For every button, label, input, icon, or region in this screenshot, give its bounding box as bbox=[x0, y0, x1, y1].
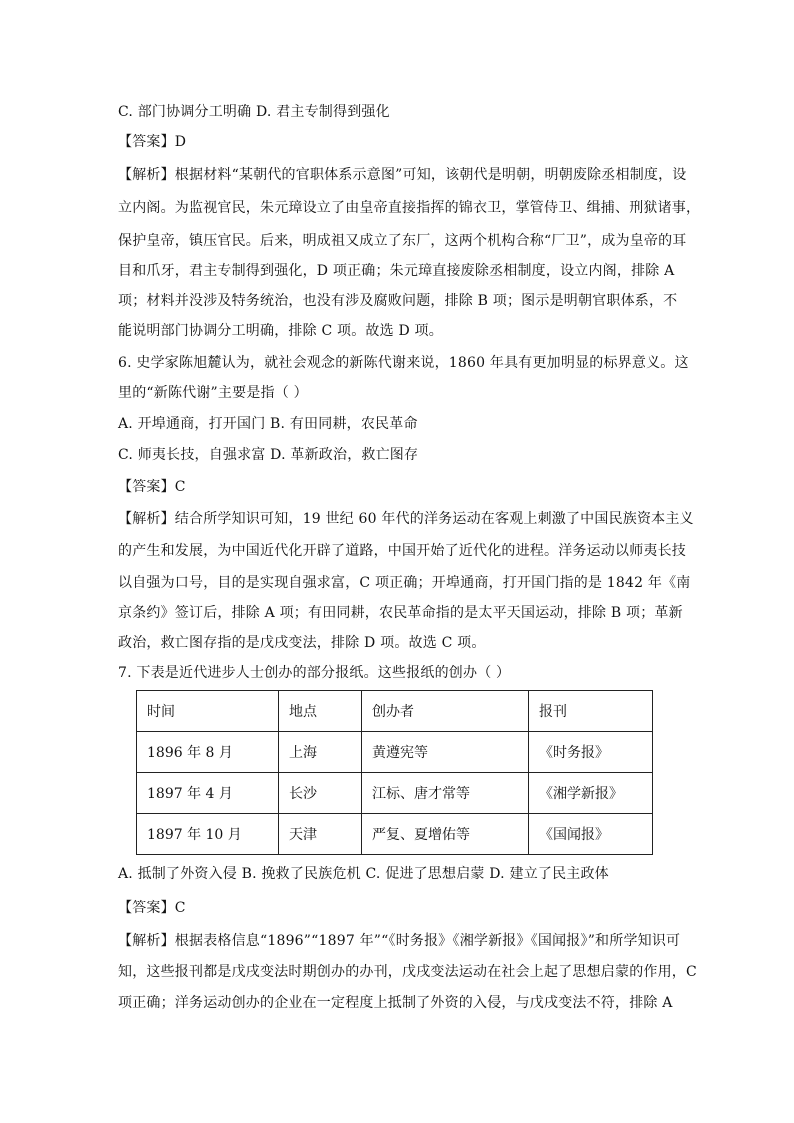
q5-analysis-line-4: 目和爪牙，君主专制得到强化，D 项正确；朱元璋直接废除丞相制度，设立内阁，排除 A bbox=[118, 263, 675, 279]
table-header-row bbox=[137, 691, 653, 732]
q5-analysis-line-2: 立内阁。为监视官民，朱元璋设立了由皇帝直接指挥的锦衣卫，掌管侍卫、缉捕、刑狱诸事， bbox=[118, 200, 701, 216]
q6-stem-line-1: 6. 史学家陈旭麓认为，就社会观念的新陈代谢来说，1860 年具有更加明显的标界意义。这 bbox=[118, 355, 689, 371]
q5-analysis-line-1: 【解析】根据材料“某朝代的官职体系示意图”可知，该朝代是明朝，明朝废除丞相制度，设 bbox=[118, 167, 687, 183]
q5-options-cd: C. 部门协调分工明确 D. 君主专制得到强化 bbox=[118, 104, 390, 120]
q7-analysis-line-2: 知，这些报刊都是戊戌变法时期创办的办刊，戊戌变法运动在社会上起了思想启蒙的作用，C bbox=[118, 964, 697, 980]
q6-analysis-line-1: 【解析】结合所学知识可知，19 世纪 60 年代的洋务运动在客观上刺激了中国民族资本主义 bbox=[118, 511, 694, 527]
q5-answer: 【答案】D bbox=[118, 134, 187, 150]
table-cell: 黄遵宪等 bbox=[362, 732, 529, 773]
table-cell: 严复、夏增佑等 bbox=[362, 814, 529, 855]
table-cell: 1897 年 10 月 bbox=[137, 814, 279, 855]
q7-analysis-line-3: 项正确；洋务运动创办的企业在一定程度上抵制了外资的入侵，与戊戌变法不符，排除 A bbox=[118, 995, 673, 1011]
table-header-cell: 创办者 bbox=[362, 691, 529, 732]
table-header-cell: 报刊 bbox=[529, 691, 653, 732]
q6-analysis-line-4: 京条约》签订后，排除 A 项；有田同耕，农民革命指的是太平天国运动，排除 B 项；革新 bbox=[118, 605, 683, 621]
q6-analysis-line-3: 以自强为口号，目的是实现自强求富，C 项正确；开埠通商，打开国门指的是 1842 年《南 bbox=[118, 575, 691, 591]
q7-stem: 7. 下表是近代进步人士创办的部分报纸。这些报纸的创办（ ） bbox=[118, 665, 511, 681]
q5-analysis-line-5: 项；材料并没涉及特务统治，也没有涉及腐败问题，排除 B 项；图示是明朝官职体系，不 bbox=[118, 293, 678, 309]
table-row bbox=[137, 732, 653, 773]
q6-options-ab: A. 开埠通商，打开国门 B. 有田同耕，农民革命 bbox=[118, 416, 418, 432]
table-cell: 长沙 bbox=[279, 773, 362, 814]
table-cell: 《湘学新报》 bbox=[529, 773, 653, 814]
q6-analysis-line-2: 的产生和发展，为中国近代化开辟了道路，中国开始了近代化的进程。洋务运动以师夷长技 bbox=[118, 543, 686, 559]
q6-answer: 【答案】C bbox=[118, 479, 186, 495]
q7-analysis-line-1: 【解析】根据表格信息“1896”“1897 年”“《时务报》《湘学新报》《国闻报》”和所学知识可 bbox=[118, 933, 681, 949]
q6-options-cd: C. 师夷长技，自强求富 D. 革新政治，救亡图存 bbox=[118, 447, 419, 463]
table-row bbox=[137, 773, 653, 814]
q5-analysis-line-3: 保护皇帝，镇压官民。后来，明成祖又成立了东厂，这两个机构合称“厂卫”，成为皇帝的耳 bbox=[118, 233, 687, 249]
q7-answer: 【答案】C bbox=[118, 900, 186, 916]
table-row bbox=[137, 814, 653, 855]
table-header-cell: 时间 bbox=[137, 691, 279, 732]
table-cell: 1896 年 8 月 bbox=[137, 732, 279, 773]
newspaper-table bbox=[136, 690, 653, 855]
table-cell: 江标、唐才常等 bbox=[362, 773, 529, 814]
table-cell: 1897 年 4 月 bbox=[137, 773, 279, 814]
table-cell: 《时务报》 bbox=[529, 732, 653, 773]
table-cell: 《国闻报》 bbox=[529, 814, 653, 855]
table-cell: 天津 bbox=[279, 814, 362, 855]
q6-analysis-line-5: 政治，救亡图存指的是戊戌变法，排除 D 项。故选 C 项。 bbox=[118, 635, 486, 651]
q6-stem-line-2: 里的“新陈代谢”主要是指（ ） bbox=[118, 385, 308, 401]
q5-analysis-line-6: 能说明部门协调分工明确，排除 C 项。故选 D 项。 bbox=[118, 323, 443, 339]
q7-options: A. 抵制了外资入侵 B. 挽救了民族危机 C. 促进了思想启蒙 D. 建立了民主政体 bbox=[118, 866, 609, 882]
table-cell: 上海 bbox=[279, 732, 362, 773]
table-header-cell: 地点 bbox=[279, 691, 362, 732]
